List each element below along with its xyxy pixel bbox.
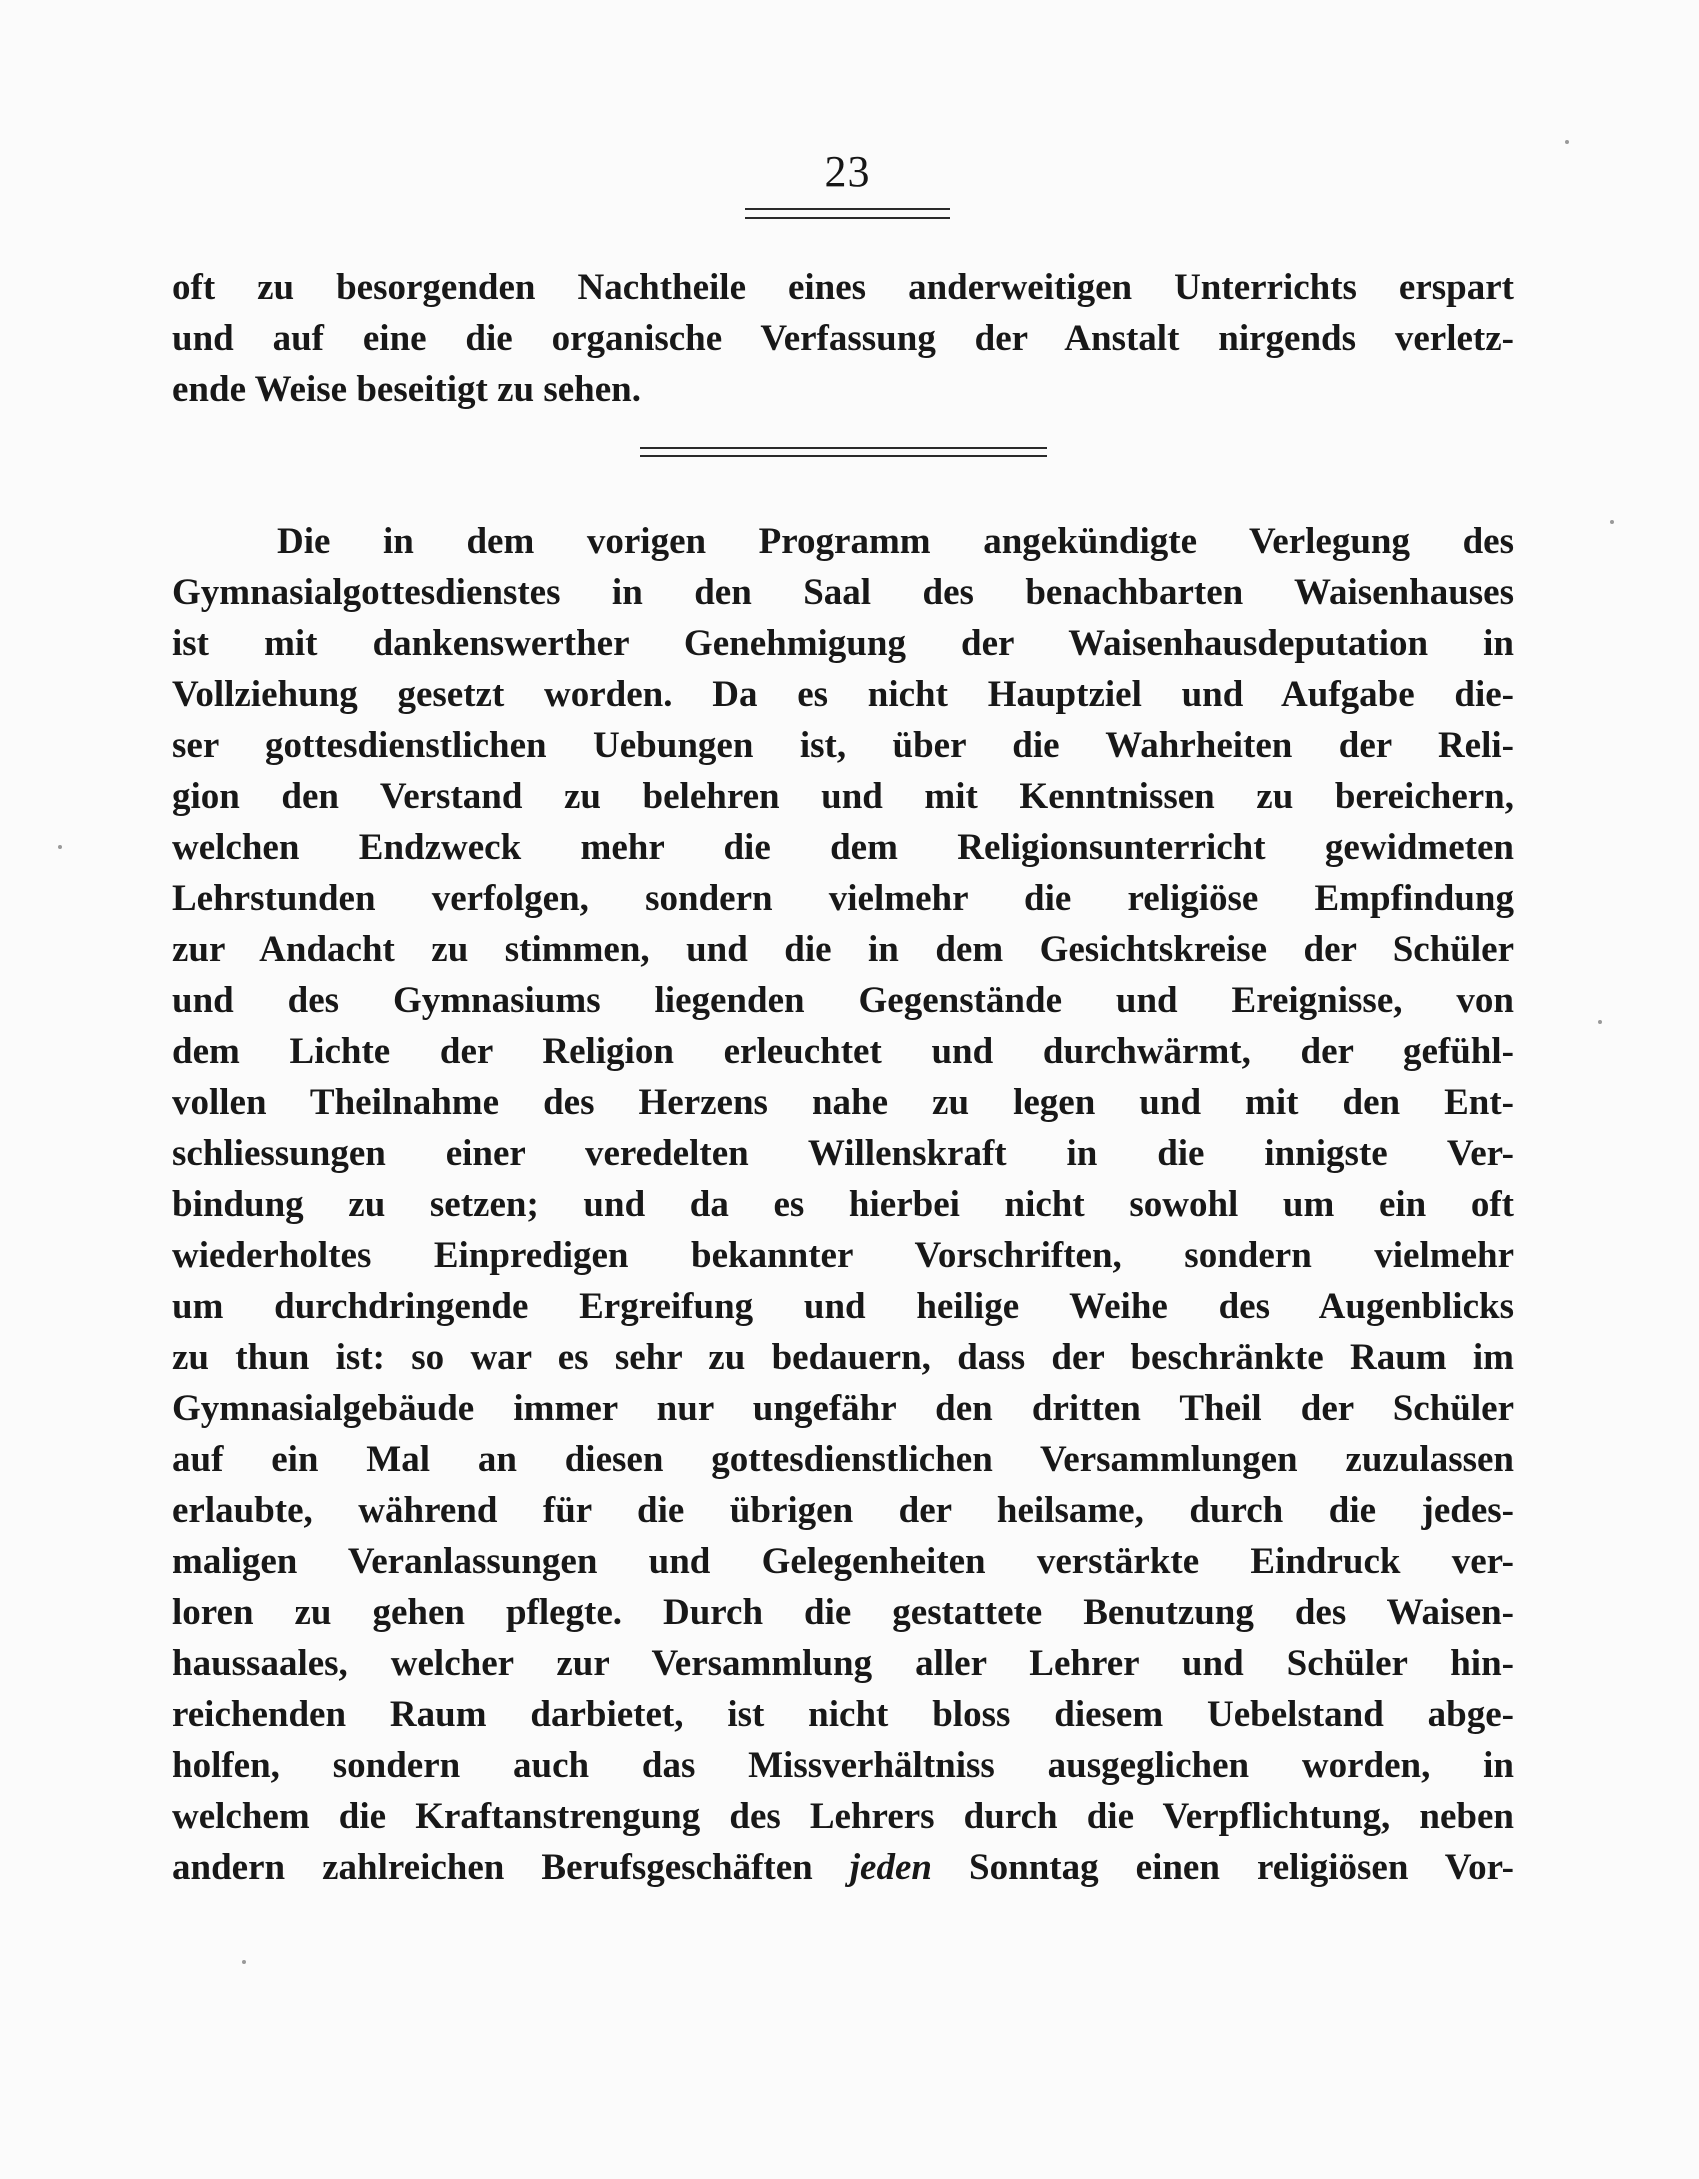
text-line: dem Lichte der Religion erleuchtet und durchwärmt, der gefühl- bbox=[172, 1031, 1514, 1072]
text-line: vollen Theilnahme des Herzens nahe zu legen und mit den Ent- bbox=[172, 1082, 1514, 1123]
paper-speck bbox=[1565, 140, 1569, 144]
text-line-last bbox=[172, 1842, 1514, 1893]
text-line: schliessungen einer veredelten Willenskraft in die innigste Ver- bbox=[172, 1133, 1514, 1174]
text-line: zur Andacht zu stimmen, und die in dem Gesichtskreise der Schüler bbox=[172, 929, 1514, 970]
text-line: reichenden Raum darbietet, ist nicht bloss diesem Uebelstand abge- bbox=[172, 1694, 1514, 1735]
section-divider bbox=[640, 447, 1047, 457]
text-line: ist mit dankenswerther Genehmigung der Waisenhausdeputation in bbox=[172, 623, 1514, 664]
text-line: oft zu besorgenden Nachtheile eines anderweitigen Unterrichts erspart bbox=[172, 267, 1514, 308]
text-line: und auf eine die organische Verfassung der Anstalt nirgends verletz- bbox=[172, 318, 1514, 359]
text-line: ser gottesdienstlichen Uebungen ist, über die Wahrheiten der Reli- bbox=[172, 725, 1514, 766]
text-line: erlaubte, während für die übrigen der heilsame, durch die jedes- bbox=[172, 1490, 1514, 1531]
text-line: welchem die Kraftanstrengung des Lehrers durch die Verpflichtung, neben bbox=[172, 1796, 1514, 1837]
page-number-rule bbox=[745, 208, 950, 219]
text-line: wiederholtes Einpredigen bekannter Vorschriften, sondern vielmehr bbox=[172, 1235, 1514, 1276]
text-line: holfen, sondern auch das Missverhältniss ausgeglichen worden, in bbox=[172, 1745, 1514, 1786]
paper-speck bbox=[1610, 520, 1614, 524]
paper-speck bbox=[58, 845, 62, 849]
text-line: maligen Veranlassungen und Gelegenheiten verstärkte Eindruck ver- bbox=[172, 1541, 1514, 1582]
text-line: ende Weise beseitigt zu sehen. bbox=[172, 369, 641, 410]
text-line: Vollziehung gesetzt worden. Da es nicht Hauptziel und Aufgabe die- bbox=[172, 674, 1514, 715]
text-line: bindung zu setzen; und da es hierbei nicht sowohl um ein oft bbox=[172, 1184, 1514, 1225]
text-line: loren zu gehen pflegte. Durch die gestattete Benutzung des Waisen- bbox=[172, 1592, 1514, 1633]
text-run: andern zahlreichen Berufsgeschäften bbox=[172, 1847, 850, 1888]
text-line: gion den Verstand zu belehren und mit Kenntnissen zu bereichern, bbox=[172, 776, 1514, 817]
text-line: Gymnasialgebäude immer nur ungefähr den dritten Theil der Schüler bbox=[172, 1388, 1514, 1429]
paragraph-top bbox=[172, 262, 1514, 415]
page-number: 23 bbox=[824, 147, 871, 196]
text-line: zu thun ist: so war es sehr zu bedauern, dass der beschränkte Raum im bbox=[172, 1337, 1514, 1378]
paragraph-main bbox=[172, 516, 1514, 1893]
text-line: welchen Endzweck mehr die dem Religionsunterricht gewidmeten bbox=[172, 827, 1514, 868]
text-line: auf ein Mal an diesen gottesdienstlichen Versammlungen zuzulassen bbox=[172, 1439, 1514, 1480]
text-line: um durchdringende Ergreifung und heilige Weihe des Augenblicks bbox=[172, 1286, 1514, 1327]
paper-speck bbox=[242, 1960, 246, 1964]
emphasized-word: jeden bbox=[849, 1847, 932, 1888]
text-line: Gymnasialgottesdienstes in den Saal des benachbarten Waisenhauses bbox=[172, 572, 1514, 613]
text-run: Sonntag einen religiösen Vor- bbox=[931, 1847, 1514, 1888]
text-line: haussaales, welcher zur Versammlung aller Lehrer und Schüler hin- bbox=[172, 1643, 1514, 1684]
text-line: Lehrstunden verfolgen, sondern vielmehr die religiöse Empfindung bbox=[172, 878, 1514, 919]
paper-speck bbox=[1598, 1020, 1602, 1024]
text-line: Die in dem vorigen Programm angekündigte Verlegung des bbox=[277, 521, 1514, 562]
text-line: und des Gymnasiums liegenden Gegenstände und Ereignisse, von bbox=[172, 980, 1514, 1021]
